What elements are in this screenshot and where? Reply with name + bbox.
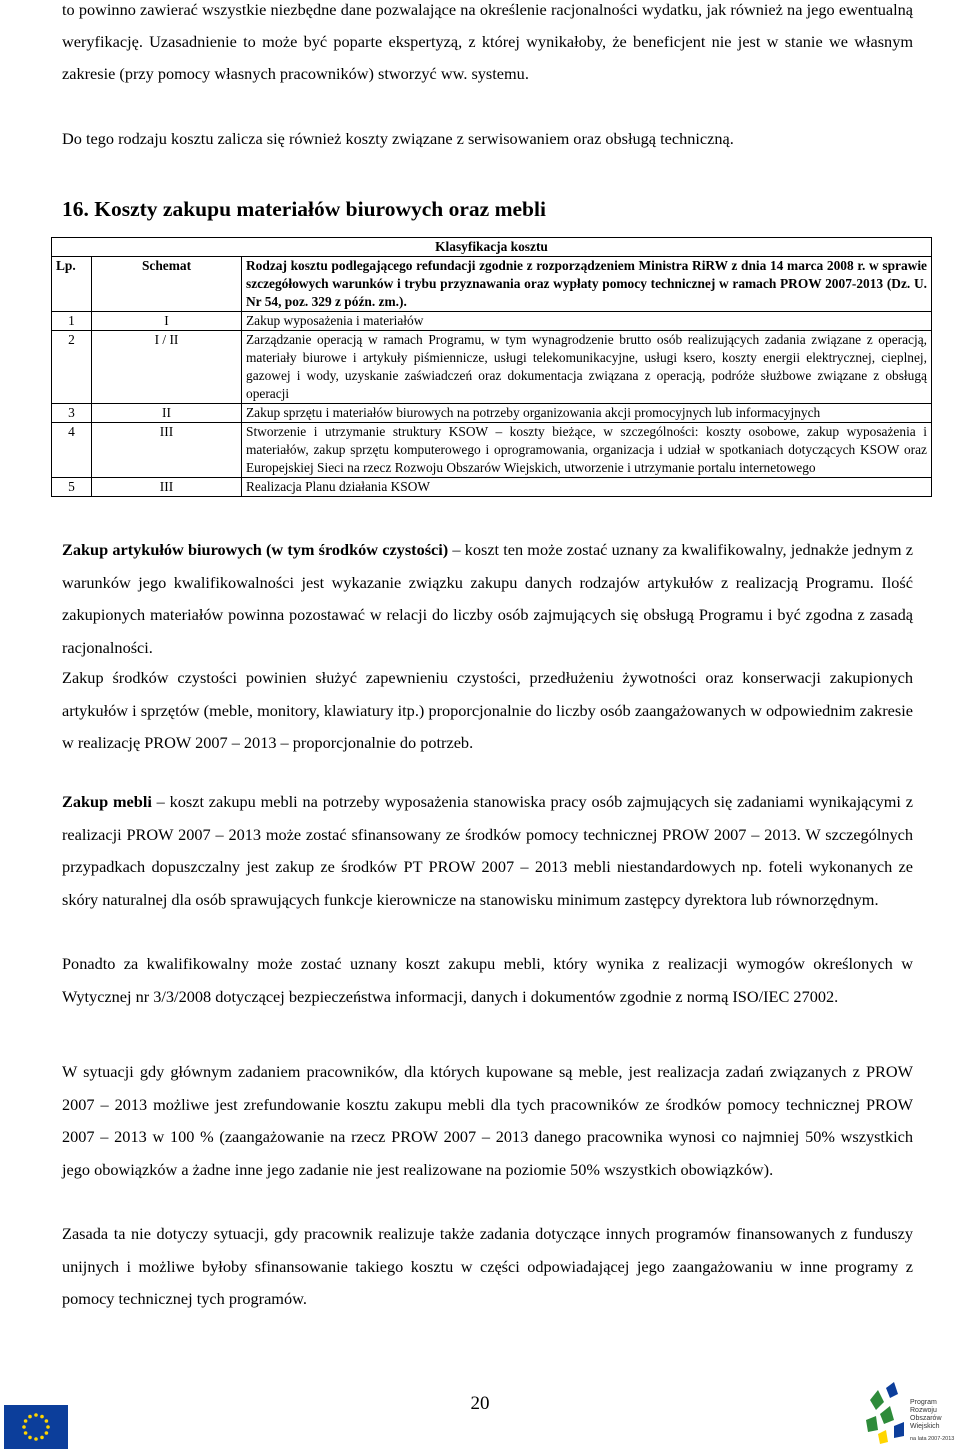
table-row <box>52 478 932 497</box>
office-supplies-text: – koszt ten może zostać uznany za kwalifikowalny, jednakże jednym z warunków jego kwalifikowalności jest wykazanie związku zakupu danych rodzajów artykułów z realizacją Programu. Ilość zakupionych materiałów powinna pozostawać w relacji do liczby osób zajmujących się obsługą Programu i być zgodna z zasadą racjonalności. <box>62 540 913 657</box>
classification-table <box>51 237 932 497</box>
body-paragraph-iso: Ponadto za kwalifikowalny może zostać uznany koszt zakupu mebli, który wynika z realizacji wymogów określonych w Wytycznej nr 3/3/2008 dotyczącej bezpieczeństwa informacji, danych i dokumentów zgodnie z normą ISO/IEC 27002. <box>62 954 913 1006</box>
table-row <box>52 312 932 331</box>
intro-paragraph-1: to powinno zawierać wszystkie niezbędne dane pozwalające na określenie racjonalności wydatku, jak również na jego ewentualną weryfikację. Uzasadnienie to może być poparte ekspertyzą, z której wynikałoby, że beneficjent nie jest w stanie we własnym zakresie (przy pomocy własnych pracowników) stworzyć ww. systemu. <box>62 0 913 83</box>
row-lp: 1 <box>52 312 92 331</box>
row-lp: 2 <box>52 331 92 404</box>
row-rodzaj: Zakup sprzętu i materiałów biurowych na potrzeby organizowania akcji promocyjnych lub informacyjnych <box>242 404 932 423</box>
row-rodzaj: Zakup wyposażenia i materiałów <box>242 312 932 331</box>
logo-line-2: Rozwoju <box>910 1407 937 1414</box>
body-paragraph-cleaning: Zakup środków czystości powinien służyć zapewnieniu czystości, przedłużeniu żywotności oraz konserwacji zakupionych artykułów i sprzętów (meble, monitory, klawiatury itp.) proporcjonalnie do liczby osób zaangażowanych w odpowiednim zakresie w realizację PROW 2007 – 2013 – proporcjonalnie do potrzeb. <box>62 668 913 752</box>
row-rodzaj: Zarządzanie operacją w ramach Programu, w tym wynagrodzenie brutto osób realizujących zadania związane z operacją, materiały biurowe i artykuły piśmiennicze, usługi telekomunikacyjne, usługi ksero, koszty energii elektrycznej, cieplnej, gazowej i wody, uzyskanie zaświadczeń oraz dokumentacja związana z operacją, podróże służbowe związane z obsługą operacji <box>242 331 932 404</box>
table-row <box>52 404 932 423</box>
intro-paragraph-2: Do tego rodzaju kosztu zalicza się również koszty związane z serwisowaniem oraz obsługą techniczną. <box>62 129 734 148</box>
row-schemat: I / II <box>92 331 242 404</box>
body-paragraph-rule: Zasada ta nie dotyczy sytuacji, gdy pracownik realizuje także zadania dotyczące innych programów finansowanych z funduszy unijnych i możliwe byłoby sfinansowanie takiego kosztu w części odpowiadającej jego zaangażowaniu w inne programy z pomocy technicznej tych programów. <box>62 1224 913 1308</box>
furniture-heading: Zakup mebli <box>62 792 152 811</box>
body-paragraph-employees: W sytuacji gdy głównym zadaniem pracowników, dla których kupowane są meble, jest realizacja zadań związanych z PROW 2007 – 2013 możliwe jest zrefundowanie kosztu zakupu mebli dla tych pracowników ze środków pomocy technicznej PROW 2007 – 2013 w 100 % (zaangażowanie na rzecz PROW 2007 – 2013 danego pracownika wynosi co najmniej 50% wszystkich jego obowiązków a żadne inne jego zadanie nie jest realizowane na poziomie 50% wszystkich obowiązków). <box>62 1062 913 1179</box>
logo-line-1: Program <box>910 1399 937 1406</box>
col-header-lp: Lp. <box>52 257 92 312</box>
page-number: 20 <box>470 1393 490 1414</box>
row-schemat: III <box>92 478 242 497</box>
row-lp: 5 <box>52 478 92 497</box>
row-rodzaj: Stworzenie i utrzymanie struktury KSOW – koszty bieżące, w szczególności: koszty osobowe, zakup wyposażenia i materiałów, zakup sprzętu komputerowego i oprogramowania, organizacja i udział w spotkaniach dotyczących KSOW oraz Europejskiej Sieci na rzecz Rozwoju Obszarów Wiejskich, utworzenie i utrzymanie portalu internetowego <box>242 423 932 478</box>
logo-line-4: Wiejskich <box>910 1423 940 1430</box>
table-row <box>52 423 932 478</box>
row-schemat: I <box>92 312 242 331</box>
row-schemat: III <box>92 423 242 478</box>
row-lp: 4 <box>52 423 92 478</box>
col-header-rodzaj: Rodzaj kosztu podlegającego refundacji zgodnie z rozporządzeniem Ministra RiRW z dnia 14 marca 2008 r. w sprawie szczegółowych warunków i trybu przyznawania oraz wypłaty pomocy technicznej w ramach PROW 2007-2013 (Dz. U. Nr 54, poz. 329 z późn. zm.). <box>242 257 932 312</box>
eu-flag-icon <box>4 1405 68 1449</box>
section-title: 16. Koszty zakupu materiałów biurowych oraz mebli <box>62 197 546 221</box>
row-lp: 3 <box>52 404 92 423</box>
row-schemat: II <box>92 404 242 423</box>
prow-logo-icon <box>860 1380 960 1448</box>
logo-line-3: Obszarów <box>910 1415 942 1422</box>
logo-line-5: na lata 2007-2013 <box>910 1436 955 1442</box>
furniture-text: – koszt zakupu mebli na potrzeby wyposażenia stanowiska pracy osób zajmujących się zadaniami wynikającymi z realizacji PROW 2007 – 2013 może zostać sfinansowany ze środków pomocy technicznej PROW 2007 – 2013. W szczególnych przypadkach dopuszczalny jest zakup ze środków PT PROW 2007 – 2013 mebli niestandardowych np. foteli wykonanych ze skóry naturalnej dla osób sprawujących funkcje kierownicze na stanowisku minimum zastępcy dyrektora lub równorzędnym. <box>62 792 913 909</box>
office-supplies-heading: Zakup artykułów biurowych (w tym środków czystości) <box>62 540 449 559</box>
row-rodzaj: Realizacja Planu działania KSOW <box>242 478 932 497</box>
table-group-header: Klasyfikacja kosztu <box>52 238 932 257</box>
table-row <box>52 331 932 404</box>
body-paragraph-office-supplies <box>62 534 913 664</box>
col-header-schemat: Schemat <box>92 257 242 312</box>
body-paragraph-furniture <box>62 786 913 916</box>
